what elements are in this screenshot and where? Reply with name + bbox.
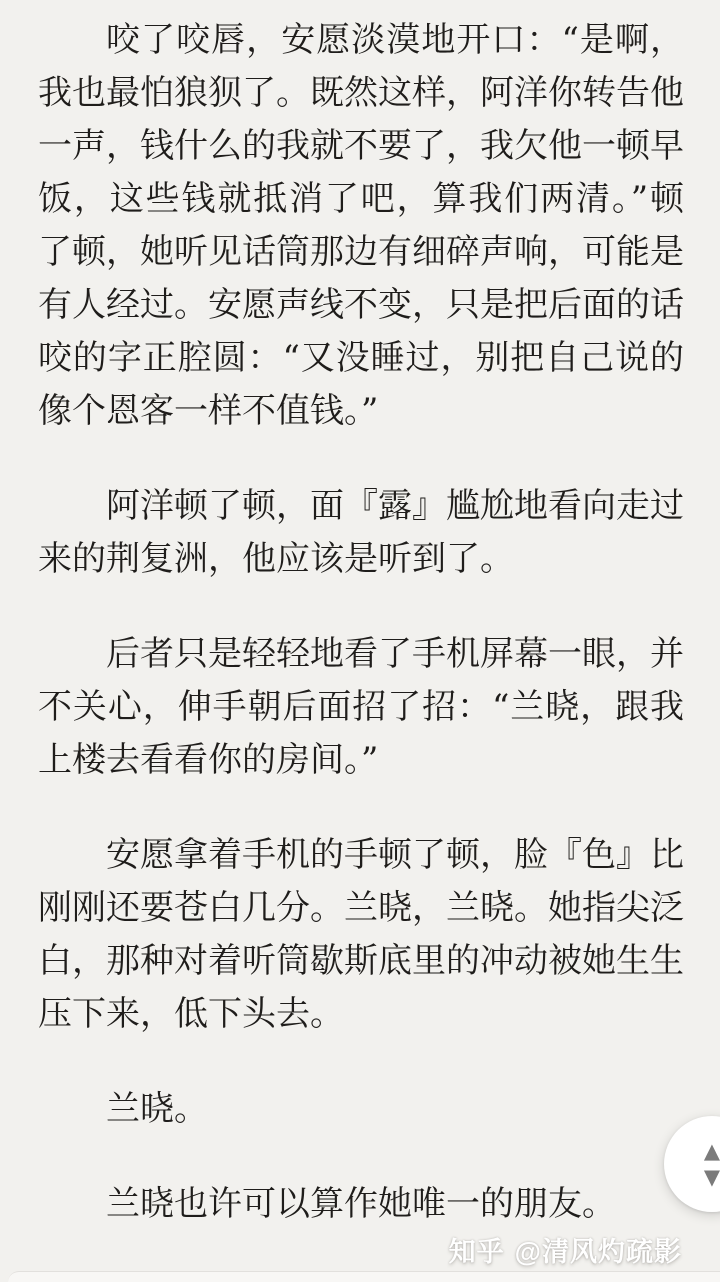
- paragraph: 兰晓也许可以算作她唯一的朋友。: [106, 1184, 616, 1224]
- watermark-username: @清风灼疏影: [514, 1237, 682, 1267]
- watermark: [449, 1230, 682, 1269]
- paragraph: 后者只是轻轻地看了手机屏幕一眼，并不关心，伸手朝后面招了招：“兰晓，跟我上楼去看看你的房间。”: [38, 634, 684, 780]
- paragraph: 兰晓。: [106, 1089, 208, 1129]
- up-triangle-icon: ▲: [703, 1139, 720, 1163]
- paragraph: 咬了咬唇，安愿淡漠地开口：“是啊，我也最怕狼狈了。既然这样，阿洋你转告他一声，钱什么的我就不要了，我欠他一顿早饭，这些钱就抵消了吧，算我们两清。”顿了顿，她听见话筒那边有细碎声响，可能是有人经过。安愿声线不变，只是把后面的话咬的字正腔圆：“又没睡过，别把自己说的像个恩客一样不值钱。”: [38, 20, 684, 431]
- scroll-down-button[interactable]: [688, 1164, 720, 1190]
- scroll-up-button[interactable]: [688, 1138, 720, 1164]
- paragraph: 阿洋顿了顿，面『露』尴尬地看向走过来的荆复洲，他应该是听到了。: [38, 486, 684, 579]
- down-triangle-icon: ▼: [703, 1165, 720, 1189]
- paragraph: 安愿拿着手机的手顿了顿，脸『色』比刚刚还要苍白几分。兰晓，兰晓。她指尖泛白，那种对着听筒歇斯底里的冲动被她生生压下来，低下头去。: [38, 835, 684, 1034]
- watermark-site-label: 知乎: [448, 1237, 505, 1267]
- bottom-sheet-handle[interactable]: [8, 1271, 720, 1282]
